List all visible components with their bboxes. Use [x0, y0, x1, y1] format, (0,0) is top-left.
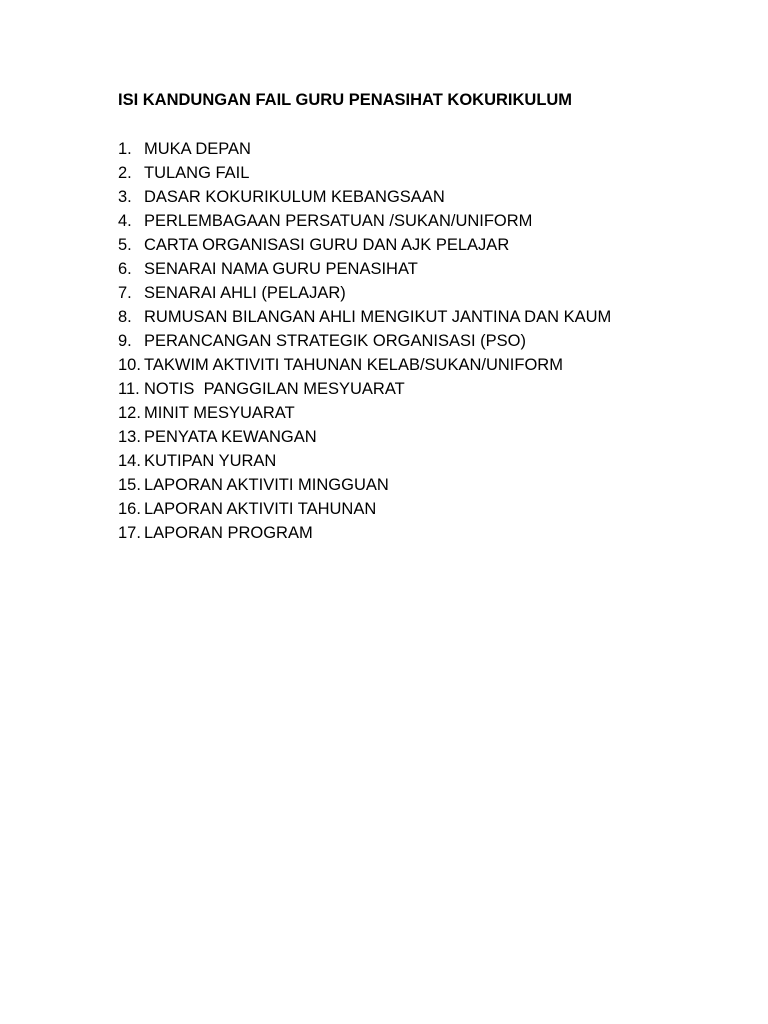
item-text: TAKWIM AKTIVITI TAHUNAN KELAB/SUKAN/UNIFORM: [144, 356, 563, 374]
item-number: 8.: [118, 308, 132, 326]
item-text: NOTIS PANGGILAN MESYUARAT: [144, 380, 405, 398]
list-item: [118, 521, 611, 545]
list-item: [118, 497, 611, 521]
item-text: PERANCANGAN STRATEGIK ORGANISASI (PSO): [144, 332, 527, 350]
list-item: [118, 377, 611, 401]
item-text: DASAR KOKURIKULUM KEBANGSAAN: [144, 188, 445, 206]
list-item: [118, 137, 611, 161]
item-text: CARTA ORGANISASI GURU DAN AJK PELAJAR: [144, 236, 510, 254]
list-item: [118, 305, 611, 329]
list-item: [118, 209, 611, 233]
list-item: [118, 473, 611, 497]
item-number: 11.: [118, 380, 140, 398]
item-number: 5.: [118, 236, 132, 254]
item-text: LAPORAN PROGRAM: [144, 524, 313, 542]
item-text: RUMUSAN BILANGAN AHLI MENGIKUT JANTINA DAN KAUM: [144, 308, 612, 326]
list-item: [118, 401, 611, 425]
list-item: [118, 425, 611, 449]
document-title: ISI KANDUNGAN FAIL GURU PENASIHAT KOKURIKULUM: [118, 91, 573, 109]
list-item: [118, 161, 611, 185]
list-item: [118, 329, 611, 353]
item-number: 13.: [118, 428, 141, 446]
item-text: LAPORAN AKTIVITI TAHUNAN: [144, 500, 377, 518]
item-number: 1.: [118, 140, 132, 158]
item-number: 2.: [118, 164, 132, 182]
item-number: 16.: [118, 500, 141, 518]
item-number: 7.: [118, 284, 132, 302]
list-item: [118, 353, 611, 377]
item-number: 3.: [118, 188, 132, 206]
item-text: MINIT MESYUARAT: [144, 404, 295, 422]
list-item: [118, 281, 611, 305]
item-number: 12.: [118, 404, 141, 422]
list-item: [118, 233, 611, 257]
item-text: PENYATA KEWANGAN: [144, 428, 317, 446]
item-text: SENARAI NAMA GURU PENASIHAT: [144, 260, 418, 278]
list-item: [118, 185, 611, 209]
item-text: SENARAI AHLI (PELAJAR): [144, 284, 346, 302]
item-number: 10.: [118, 356, 141, 374]
item-text: MUKA DEPAN: [144, 140, 251, 158]
list-item: [118, 257, 611, 281]
contents-list: [118, 137, 611, 545]
item-text: LAPORAN AKTIVITI MINGGUAN: [144, 476, 389, 494]
item-number: 14.: [118, 452, 141, 470]
item-number: 15.: [118, 476, 141, 494]
item-number: 4.: [118, 212, 132, 230]
item-text: PERLEMBAGAAN PERSATUAN /SUKAN/UNIFORM: [144, 212, 533, 230]
item-text: KUTIPAN YURAN: [144, 452, 277, 470]
list-item: [118, 449, 611, 473]
item-number: 6.: [118, 260, 132, 278]
item-number: 9.: [118, 332, 132, 350]
item-number: 17.: [118, 524, 141, 542]
item-text: TULANG FAIL: [144, 164, 250, 182]
